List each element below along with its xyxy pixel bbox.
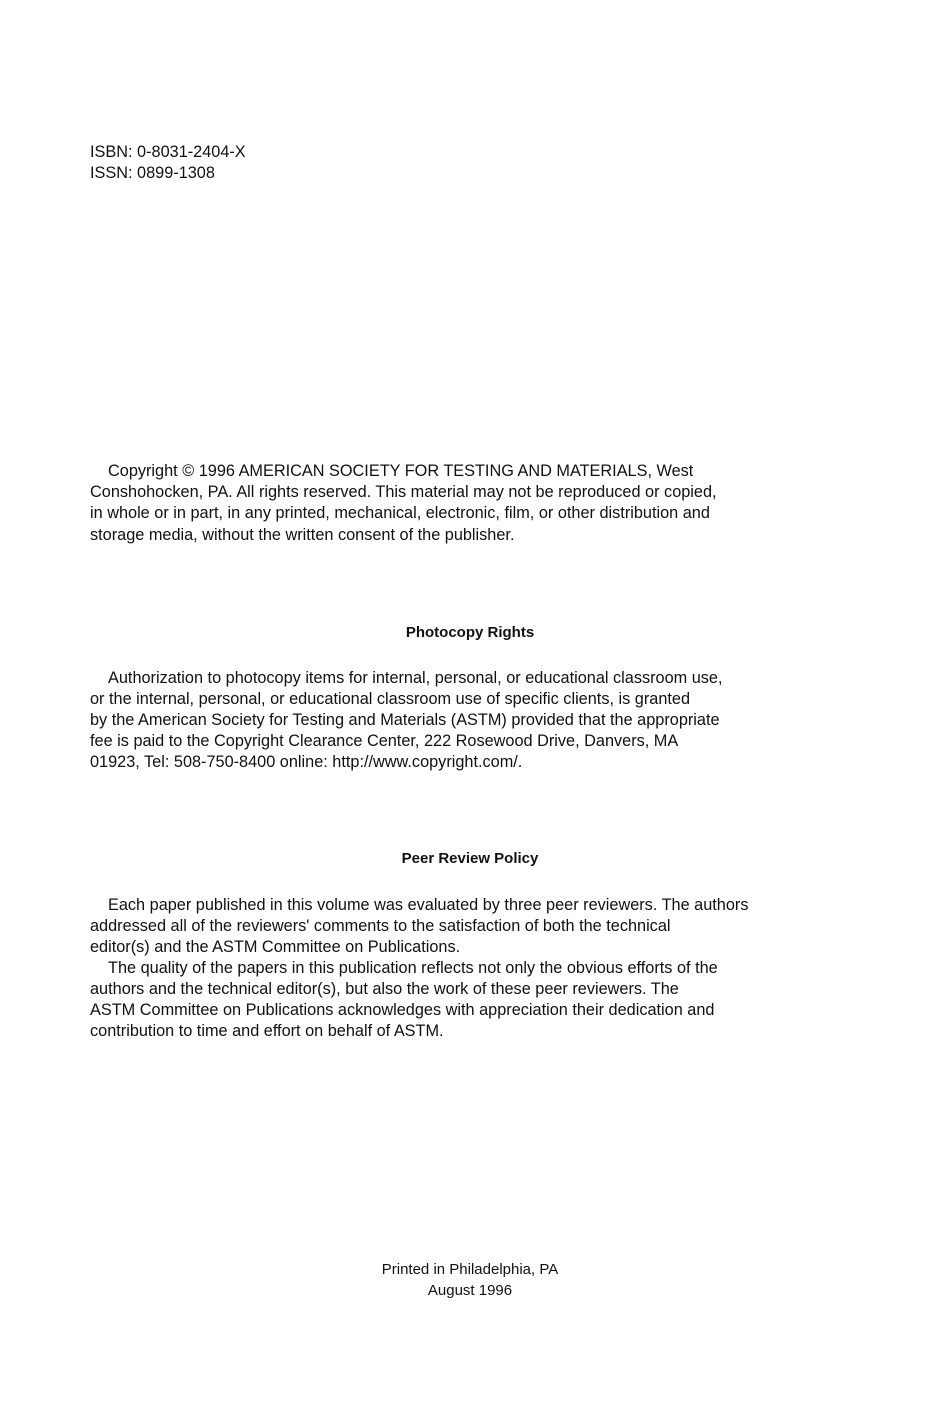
text-line: Copyright © 1996 AMERICAN SOCIETY FOR TESTING AND MATERIALS, West bbox=[108, 462, 694, 480]
text-line: The quality of the papers in this publication reflects not only the obvious efforts of the bbox=[108, 959, 718, 977]
printed-date: August 1996 bbox=[427, 1282, 513, 1299]
text-line: fee is paid to the Copyright Clearance Center, 222 Rosewood Drive, Danvers, MA bbox=[90, 732, 679, 750]
text-line: ASTM Committee on Publications acknowledges with appreciation their dedication and bbox=[90, 1001, 715, 1019]
text-line: 01923, Tel: 508-750-8400 online: http://www.copyright.com/. bbox=[90, 753, 523, 771]
printed-place: Printed in Philadelphia, PA bbox=[381, 1261, 559, 1278]
text-line: or the internal, personal, or educational classroom use of specific clients, is granted bbox=[90, 690, 691, 708]
section-heading: Peer Review Policy bbox=[401, 850, 539, 867]
text-line: Each paper published in this volume was evaluated by three peer reviewers. The authors bbox=[108, 896, 749, 914]
text-line: editor(s) and the ASTM Committee on Publications. bbox=[90, 938, 461, 956]
text-line: addressed all of the reviewers' comments to the satisfaction of both the technical bbox=[90, 917, 671, 935]
isbn: ISBN: 0-8031-2404-X bbox=[90, 143, 246, 161]
text-line: by the American Society for Testing and Materials (ASTM) provided that the appropriate bbox=[90, 711, 720, 729]
text-line: authors and the technical editor(s), but also the work of these peer reviewers. The bbox=[90, 980, 679, 998]
text-line: contribution to time and effort on behalf of ASTM. bbox=[90, 1022, 444, 1040]
text-line: Authorization to photocopy items for internal, personal, or educational classroom use, bbox=[108, 669, 723, 687]
text-line: Conshohocken, PA. All rights reserved. This material may not be reproduced or copied, bbox=[90, 483, 717, 501]
issn: ISSN: 0899-1308 bbox=[90, 164, 215, 182]
section-heading: Photocopy Rights bbox=[405, 624, 535, 641]
text-line: in whole or in part, in any printed, mechanical, electronic, film, or other distribution and bbox=[90, 504, 710, 522]
text-line: storage media, without the written consent of the publisher. bbox=[90, 526, 515, 544]
